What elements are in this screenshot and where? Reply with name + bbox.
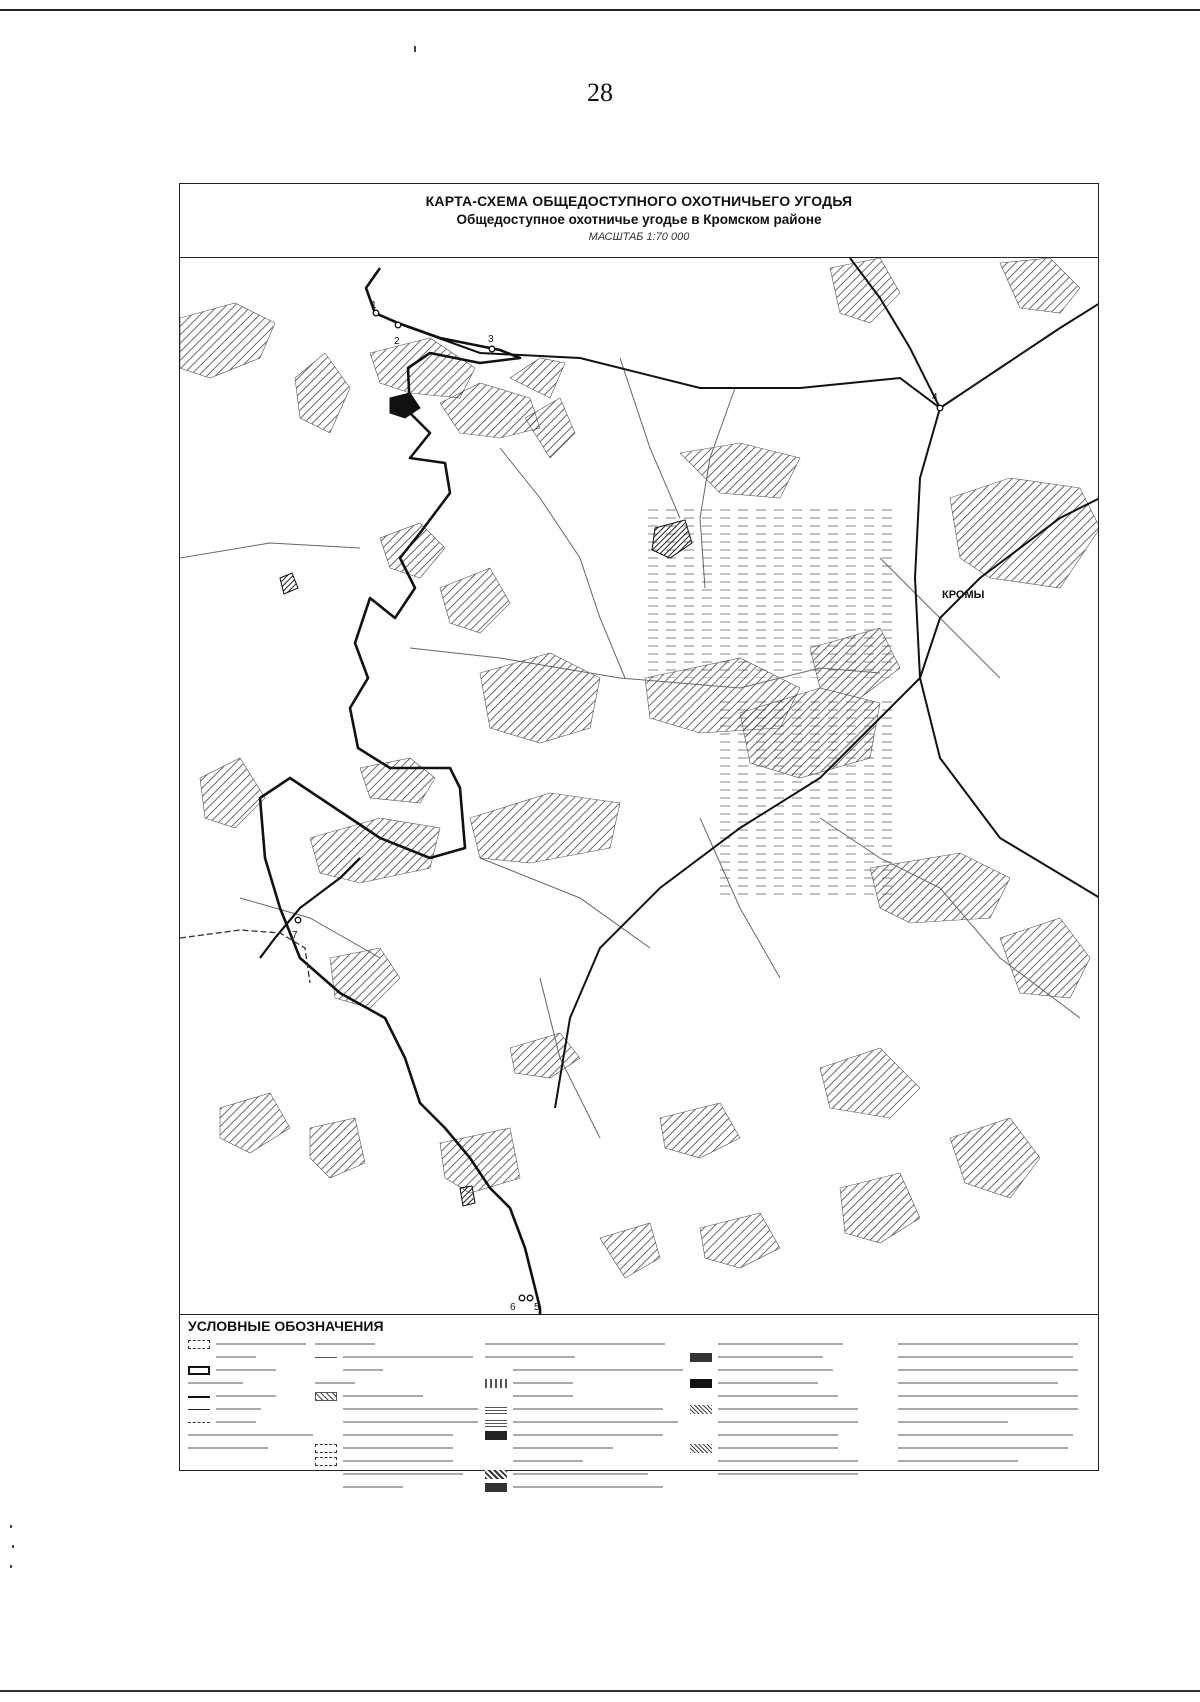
local-roads [180, 358, 1080, 1138]
scan-mark [10, 1525, 12, 1528]
scan-mark [414, 46, 416, 52]
legend-column [188, 1337, 318, 1454]
scan-mark [12, 1545, 14, 1548]
point-label-4: 4 [932, 392, 938, 403]
point-label-7: 7 [292, 930, 298, 941]
map-title: КАРТА-СХЕМА ОБЩЕДОСТУПНОГО ОХОТНИЧЬЕГО УГОДЬЯ [425, 193, 853, 209]
map-legend [180, 1314, 1098, 1472]
scan-mark [10, 1565, 12, 1568]
legend-column [870, 1337, 1095, 1467]
district-line [180, 930, 310, 983]
town-label: КРОМЫ [942, 589, 985, 601]
legend-column [315, 1337, 485, 1493]
point-label-2: 2 [394, 336, 400, 347]
point-label-5: 5 [534, 1302, 540, 1313]
point-label-6: 6 [510, 1302, 516, 1313]
map-title-block [180, 184, 1098, 258]
page-number: 28 [587, 78, 613, 107]
map-scale: МАСШТАБ 1:70 000 [588, 231, 690, 243]
map-canvas[interactable] [180, 258, 1098, 1314]
point-label-3: 3 [488, 334, 494, 345]
bottom-rule [0, 1690, 1200, 1692]
map-subtitle: Общедоступное охотничье угодье в Кромском районе [456, 212, 822, 227]
marsh-patches [280, 393, 692, 1206]
map-frame [179, 183, 1099, 1471]
top-rule [0, 9, 1200, 11]
legend-title: УСЛОВНЫЕ ОБОЗНАЧЕНИЯ [188, 1318, 384, 1334]
point-label-1: 1 [371, 300, 377, 311]
legend-column [485, 1337, 695, 1493]
legend-column [690, 1337, 870, 1480]
map-svg [180, 258, 1098, 1314]
forest-patches [180, 258, 1098, 1278]
